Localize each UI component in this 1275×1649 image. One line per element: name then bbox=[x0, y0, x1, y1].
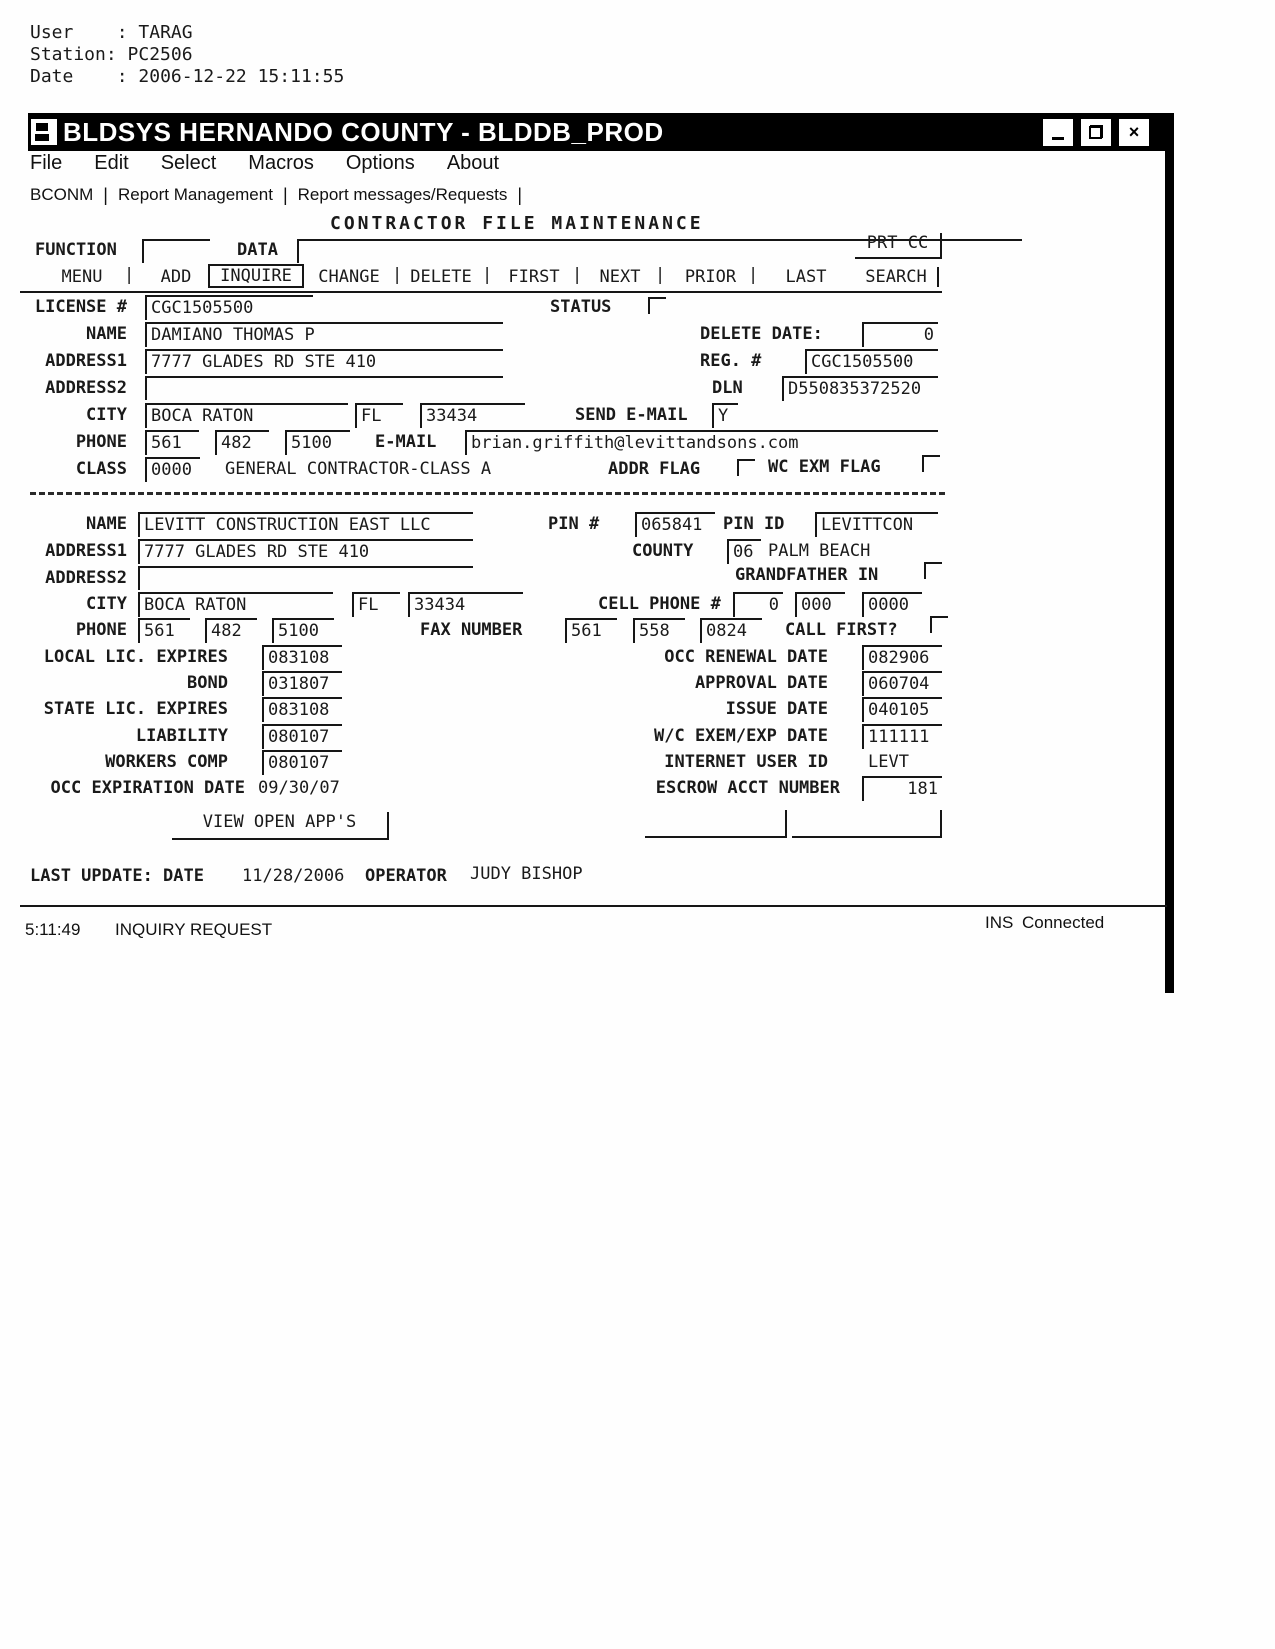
county-code-input[interactable]: 06 bbox=[727, 539, 761, 564]
nav-inquire-active[interactable]: INQUIRE bbox=[208, 264, 304, 288]
menu-bar bbox=[30, 152, 499, 175]
session-station-label: Station: bbox=[30, 44, 117, 65]
tab-report-messages[interactable]: Report messages/Requests bbox=[297, 185, 508, 204]
workers-comp-input[interactable]: 080107 bbox=[262, 750, 342, 775]
occ-renewal-date-label: OCC RENEWAL DATE bbox=[664, 647, 828, 667]
status-connection: Connected bbox=[1022, 913, 1105, 932]
class-label: CLASS bbox=[75, 459, 127, 479]
nav-add[interactable]: ADD bbox=[160, 267, 192, 287]
state1-input[interactable]: FL bbox=[355, 403, 403, 428]
session-date-line bbox=[30, 66, 344, 87]
name1-label: NAME bbox=[86, 324, 127, 344]
grandfather-label: GRANDFATHER IN bbox=[735, 565, 879, 585]
occ-expiration-date-label: OCC EXPIRATION DATE bbox=[50, 778, 245, 798]
nav-separator: | bbox=[572, 265, 583, 285]
pin-id-input[interactable]: LEVITTCON bbox=[815, 512, 938, 537]
send-email-input[interactable]: Y bbox=[712, 403, 738, 428]
local-lic-expires-label: LOCAL LIC. EXPIRES bbox=[43, 647, 228, 667]
view-open-apps-button[interactable]: VIEW OPEN APP'S bbox=[172, 812, 389, 840]
cell-phone-prefix-input[interactable]: 000 bbox=[795, 592, 845, 617]
status-time: 5:11:49 bbox=[25, 920, 81, 939]
county-name: PALM BEACH bbox=[768, 541, 871, 561]
operator-label: OPERATOR bbox=[365, 866, 447, 886]
function-label: FUNCTION bbox=[35, 240, 117, 260]
state-lic-expires-label: STATE LIC. EXPIRES bbox=[43, 699, 228, 719]
class-description: GENERAL CONTRACTOR-CLASS A bbox=[225, 459, 492, 479]
city2-label: CITY bbox=[86, 594, 127, 614]
pin-label: PIN # bbox=[548, 514, 600, 534]
function-input[interactable] bbox=[142, 239, 210, 263]
grandfather-checkbox[interactable] bbox=[924, 562, 942, 579]
escrow-acct-input[interactable]: 181 bbox=[862, 776, 942, 801]
wc-exm-flag-label: WC EXM FLAG bbox=[768, 457, 881, 477]
tab-bconm[interactable]: BCONM bbox=[30, 185, 94, 204]
email-input[interactable]: brian.griffith@levittandsons.com bbox=[465, 430, 938, 455]
zip2-input[interactable]: 33434 bbox=[408, 592, 523, 617]
cell-phone-label: CELL PHONE # bbox=[598, 594, 721, 614]
phone2-label: PHONE bbox=[75, 620, 127, 640]
bond-label: BOND bbox=[187, 673, 228, 693]
menu-item-file[interactable]: File bbox=[30, 152, 63, 174]
delete-date-input[interactable]: 0 bbox=[862, 322, 938, 347]
session-station-value: PC2506 bbox=[127, 44, 193, 65]
nav-underline bbox=[20, 291, 942, 293]
nav-last[interactable]: LAST bbox=[785, 267, 827, 287]
menu-item-select[interactable]: Select bbox=[160, 152, 217, 174]
local-lic-expires-input[interactable]: 083108 bbox=[262, 645, 342, 670]
cell-phone-area-input[interactable]: 0 bbox=[733, 592, 783, 617]
page-title: CONTRACTOR FILE MAINTENANCE bbox=[330, 213, 704, 234]
addr-flag-checkbox[interactable] bbox=[737, 459, 755, 476]
tab-bar bbox=[30, 183, 532, 207]
nav-separator: | bbox=[392, 265, 403, 285]
city1-label: CITY bbox=[86, 405, 127, 425]
address2a-input[interactable] bbox=[145, 376, 503, 400]
tab-separator: | bbox=[517, 184, 523, 205]
phone2-area-input[interactable]: 561 bbox=[138, 618, 190, 643]
workers-comp-label: WORKERS COMP bbox=[105, 752, 228, 772]
dln-input[interactable]: D550835372520 bbox=[782, 376, 938, 401]
nav-separator: | bbox=[655, 265, 666, 285]
wc-exm-flag-checkbox[interactable] bbox=[922, 455, 940, 472]
phone1-area-input[interactable]: 561 bbox=[145, 430, 199, 455]
tab-separator: | bbox=[282, 184, 288, 205]
nav-search[interactable]: SEARCH bbox=[855, 267, 939, 287]
address2b-input[interactable] bbox=[138, 566, 473, 590]
statusbar-divider bbox=[20, 905, 1167, 907]
last-update-label: LAST UPDATE: DATE bbox=[30, 866, 204, 886]
cell-phone-line-input[interactable]: 0000 bbox=[862, 592, 922, 617]
close-button[interactable] bbox=[1117, 117, 1151, 148]
name2-input[interactable]: LEVITT CONSTRUCTION EAST LLC bbox=[138, 512, 473, 537]
session-user-value: TARAG bbox=[138, 22, 193, 43]
liability-input[interactable]: 080107 bbox=[262, 724, 342, 749]
address2a-label: ADDRESS2 bbox=[45, 378, 127, 398]
license-input[interactable]: CGC1505500 bbox=[145, 295, 313, 320]
call-first-label: CALL FIRST? bbox=[785, 620, 898, 640]
wc-exem-exp-date-label: W/C EXEM/EXP DATE bbox=[654, 726, 828, 746]
county-label: COUNTY bbox=[632, 541, 694, 561]
city2-input[interactable]: BOCA RATON bbox=[138, 592, 333, 617]
phone2-line-input[interactable]: 5100 bbox=[272, 618, 334, 643]
license-label: LICENSE # bbox=[34, 297, 127, 317]
app-icon bbox=[31, 119, 57, 145]
email-label: E-MAIL bbox=[375, 432, 437, 452]
address2b-label: ADDRESS2 bbox=[45, 568, 127, 588]
restore-icon bbox=[1089, 125, 1103, 139]
close-icon: × bbox=[1128, 121, 1140, 142]
state-lic-expires-input[interactable]: 083108 bbox=[262, 697, 342, 722]
session-user-line bbox=[30, 22, 193, 43]
phone1-prefix-input[interactable]: 482 bbox=[215, 430, 269, 455]
issue-date-input[interactable]: 040105 bbox=[862, 697, 942, 722]
phone1-label: PHONE bbox=[75, 432, 127, 452]
fax-line-input[interactable]: 0824 bbox=[700, 618, 762, 643]
occ-renewal-date-input[interactable]: 082906 bbox=[862, 645, 942, 670]
bond-input[interactable]: 031807 bbox=[262, 671, 342, 696]
city1-input[interactable]: BOCA RATON bbox=[145, 403, 348, 428]
reg-num-label: REG. # bbox=[700, 351, 762, 371]
operator-value: JUDY BISHOP bbox=[470, 864, 583, 884]
internet-user-id-value: LEVT bbox=[868, 752, 909, 772]
status-message: INQUIRY REQUEST bbox=[115, 920, 273, 939]
status-ins-indicator: INS bbox=[985, 913, 1014, 932]
nav-first[interactable]: FIRST bbox=[508, 267, 560, 287]
internet-user-id-label: INTERNET USER ID bbox=[664, 752, 828, 772]
last-update-date: 11/28/2006 bbox=[242, 866, 345, 886]
window-title: BLDSYS HERNANDO COUNTY - BLDDB_PROD bbox=[63, 116, 664, 147]
tab-report-management[interactable]: Report Management bbox=[117, 185, 273, 204]
zip1-input[interactable]: 33434 bbox=[420, 403, 525, 428]
status-label: STATUS bbox=[550, 297, 612, 317]
delete-date-label: DELETE DATE: bbox=[700, 324, 823, 344]
issue-date-label: ISSUE DATE bbox=[725, 699, 828, 719]
session-date-value: 2006-12-22 15:11:55 bbox=[138, 66, 345, 87]
phone2-prefix-input[interactable]: 482 bbox=[205, 618, 257, 643]
pin-input[interactable]: 065841 bbox=[635, 512, 715, 537]
reg-num-input[interactable]: CGC1505500 bbox=[805, 349, 938, 374]
fax-prefix-input[interactable]: 558 bbox=[633, 618, 685, 643]
section-separator bbox=[30, 492, 945, 495]
class-input[interactable]: 0000 bbox=[145, 457, 200, 482]
address1a-input[interactable]: 7777 GLADES RD STE 410 bbox=[145, 349, 503, 374]
call-first-checkbox[interactable] bbox=[930, 616, 948, 633]
nav-prior[interactable]: PRIOR bbox=[684, 267, 737, 287]
nav-delete[interactable]: DELETE bbox=[410, 267, 472, 287]
escrow-acct-label: ESCROW ACCT NUMBER bbox=[655, 778, 840, 798]
window-titlebar bbox=[28, 113, 1165, 151]
minimize-icon bbox=[1052, 137, 1064, 140]
phone1-line-input[interactable]: 5100 bbox=[285, 430, 350, 455]
blank-button-2[interactable] bbox=[792, 810, 942, 838]
fax-area-input[interactable]: 561 bbox=[565, 618, 617, 643]
status-checkbox[interactable] bbox=[648, 297, 666, 314]
name2-label: NAME bbox=[86, 514, 127, 534]
minimize-button[interactable] bbox=[1041, 117, 1075, 148]
restore-button[interactable] bbox=[1079, 117, 1113, 148]
liability-label: LIABILITY bbox=[135, 726, 228, 746]
dln-label: DLN bbox=[712, 378, 743, 398]
nav-change[interactable]: CHANGE bbox=[318, 267, 380, 287]
state2-input[interactable]: FL bbox=[352, 592, 400, 617]
data-label: DATA bbox=[237, 240, 278, 260]
menu-item-about[interactable]: About bbox=[446, 152, 500, 174]
nav-menu[interactable]: MENU bbox=[61, 267, 103, 287]
session-user-label: User : bbox=[30, 22, 128, 43]
nav-next[interactable]: NEXT bbox=[599, 267, 641, 287]
address1a-label: ADDRESS1 bbox=[45, 351, 127, 371]
addr-flag-label: ADDR FLAG bbox=[608, 459, 701, 479]
address1b-input[interactable]: 7777 GLADES RD STE 410 bbox=[138, 539, 473, 564]
name1-input[interactable]: DAMIANO THOMAS P bbox=[145, 322, 503, 347]
approval-date-label: APPROVAL DATE bbox=[694, 673, 828, 693]
occ-expiration-date-value: 09/30/07 bbox=[258, 778, 340, 798]
wc-exem-exp-date-input[interactable]: 111111 bbox=[862, 724, 942, 749]
window-controls bbox=[1041, 117, 1151, 148]
prt-cc-button[interactable]: PRT CC bbox=[855, 233, 942, 259]
session-date-label: Date : bbox=[30, 66, 128, 87]
nav-separator: | bbox=[482, 265, 493, 285]
menu-item-options[interactable]: Options bbox=[345, 152, 415, 174]
nav-separator: | bbox=[748, 265, 759, 285]
approval-date-input[interactable]: 060704 bbox=[862, 671, 942, 696]
fax-label: FAX NUMBER bbox=[420, 620, 523, 640]
address1b-label: ADDRESS1 bbox=[45, 541, 127, 561]
blank-button-1[interactable] bbox=[645, 810, 787, 838]
menu-item-macros[interactable]: Macros bbox=[248, 152, 314, 174]
pin-id-label: PIN ID bbox=[723, 514, 785, 534]
session-station-line bbox=[30, 44, 193, 65]
nav-separator: | bbox=[124, 265, 135, 285]
tab-separator: | bbox=[103, 184, 108, 205]
send-email-label: SEND E-MAIL bbox=[575, 405, 688, 425]
menu-item-edit[interactable]: Edit bbox=[94, 152, 129, 174]
